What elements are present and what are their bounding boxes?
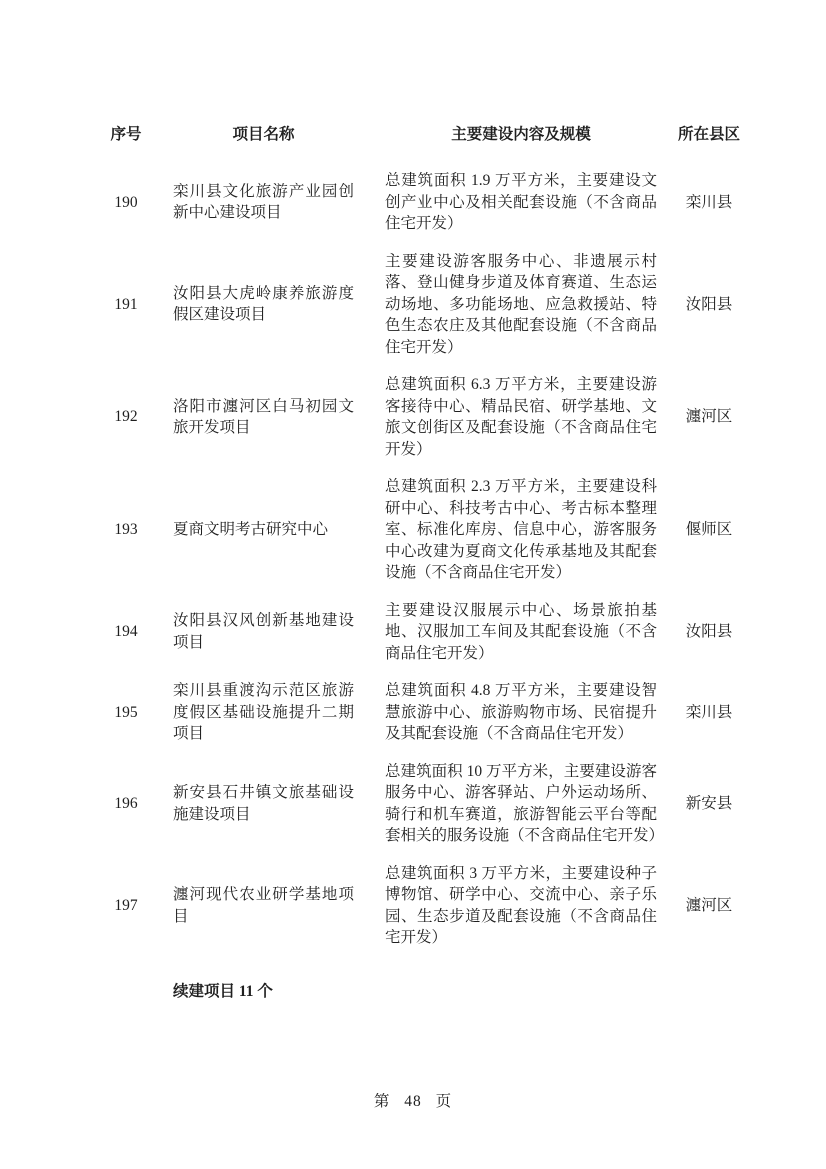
table-body [96, 162, 760, 957]
row-construction-content: 总建筑面积 2.3 万平方米，主要建设科研中心、科技考古中心、考古标本整理室、标准化库房、信息中心，游客服务中心改建为夏商文化传承基地及其配套设施（不含商品住宅开发） [385, 478, 657, 581]
row-construction-content: 总建筑面积 4.8 万平方米，主要建设智慧旅游中心、旅游购物市场、民宿提升及其配套设施（不含商品住宅开发） [385, 682, 657, 742]
row-county: 栾川县 [685, 703, 733, 721]
summary-line: 续建项目 11 个 [173, 982, 273, 1000]
table-row [96, 855, 760, 957]
row-no: 196 [114, 794, 138, 812]
table-row [96, 162, 760, 243]
row-project-name: 瀍河现代农业研学基地项目 [173, 886, 354, 925]
row-county: 瀍河区 [685, 896, 733, 914]
table-row [96, 243, 760, 367]
header-no: 序号 [110, 126, 142, 143]
row-project-name: 汝阳县大虎岭康养旅游度假区建设项目 [173, 284, 354, 324]
table-row [96, 366, 760, 468]
row-no: 195 [114, 703, 138, 721]
header-county: 所在县区 [677, 126, 740, 143]
row-county: 瀍河区 [685, 408, 733, 426]
table-row [96, 672, 760, 753]
row-county: 偃师区 [685, 521, 733, 538]
row-no: 194 [114, 623, 138, 640]
row-county: 栾川县 [685, 193, 733, 211]
row-no: 191 [114, 295, 138, 313]
row-no: 190 [114, 193, 138, 211]
table-header-row [96, 124, 760, 146]
row-construction-content: 总建筑面积 10 万平方米，主要建设游客服务中心、游客驿站、户外运动场所、骑行和机车赛道，旅游智能云平台等配套相关的服务设施（不含商品住宅开发） [385, 762, 665, 844]
row-construction-content: 主要建设汉服展示中心、场景旅拍基地、汉服加工车间及其配套设施（不含商品住宅开发） [385, 601, 657, 662]
row-no: 197 [114, 896, 138, 914]
row-county: 汝阳县 [685, 623, 733, 640]
row-project-name: 洛阳市瀍河区白马初园文旅开发项目 [173, 397, 354, 436]
row-project-name: 汝阳县汉风创新基地建设项目 [173, 612, 354, 651]
row-county: 新安县 [685, 794, 733, 812]
row-construction-content: 总建筑面积 3 万平方米，主要建设种子博物馆、研学中心、交流中心、亲子乐园、生态步道及配套设施（不含商品住宅开发） [385, 864, 657, 946]
row-no: 193 [114, 521, 138, 538]
row-project-name: 栾川县文化旅游产业园创新中心建设项目 [173, 182, 354, 222]
row-county: 汝阳县 [685, 295, 733, 313]
row-project-name: 夏商文明考古研究中心 [173, 521, 329, 538]
row-construction-content: 总建筑面积 6.3 万平方米，主要建设游客接待中心、精品民宿、研学基地、文旅文创街区及配套设施（不含商品住宅开发） [385, 376, 657, 458]
row-project-name: 新安县石井镇文旅基础设施建设项目 [173, 784, 354, 823]
row-no: 192 [114, 408, 138, 426]
header-construction-content: 主要建设内容及规模 [451, 126, 591, 143]
row-project-name: 栾川县重渡沟示范区旅游度假区基础设施提升二期项目 [173, 682, 354, 742]
row-construction-content: 总建筑面积 1.9 万平方米，主要建设文创产业中心及相关配套设施（不含商品住宅开发） [385, 172, 657, 232]
row-construction-content: 主要建设游客服务中心、非遗展示村落、登山健身步道及体育赛道、生态运动场地、多功能场地、应急救援站、特色生态农庄及其他配套设施（不含商品住宅开发） [385, 252, 657, 356]
table-row [96, 592, 760, 673]
table-row [96, 753, 760, 855]
projects-table [96, 124, 760, 957]
table-row [96, 468, 760, 592]
header-project-name: 项目名称 [232, 126, 295, 143]
page-number: 第 48 页 [373, 1093, 453, 1110]
